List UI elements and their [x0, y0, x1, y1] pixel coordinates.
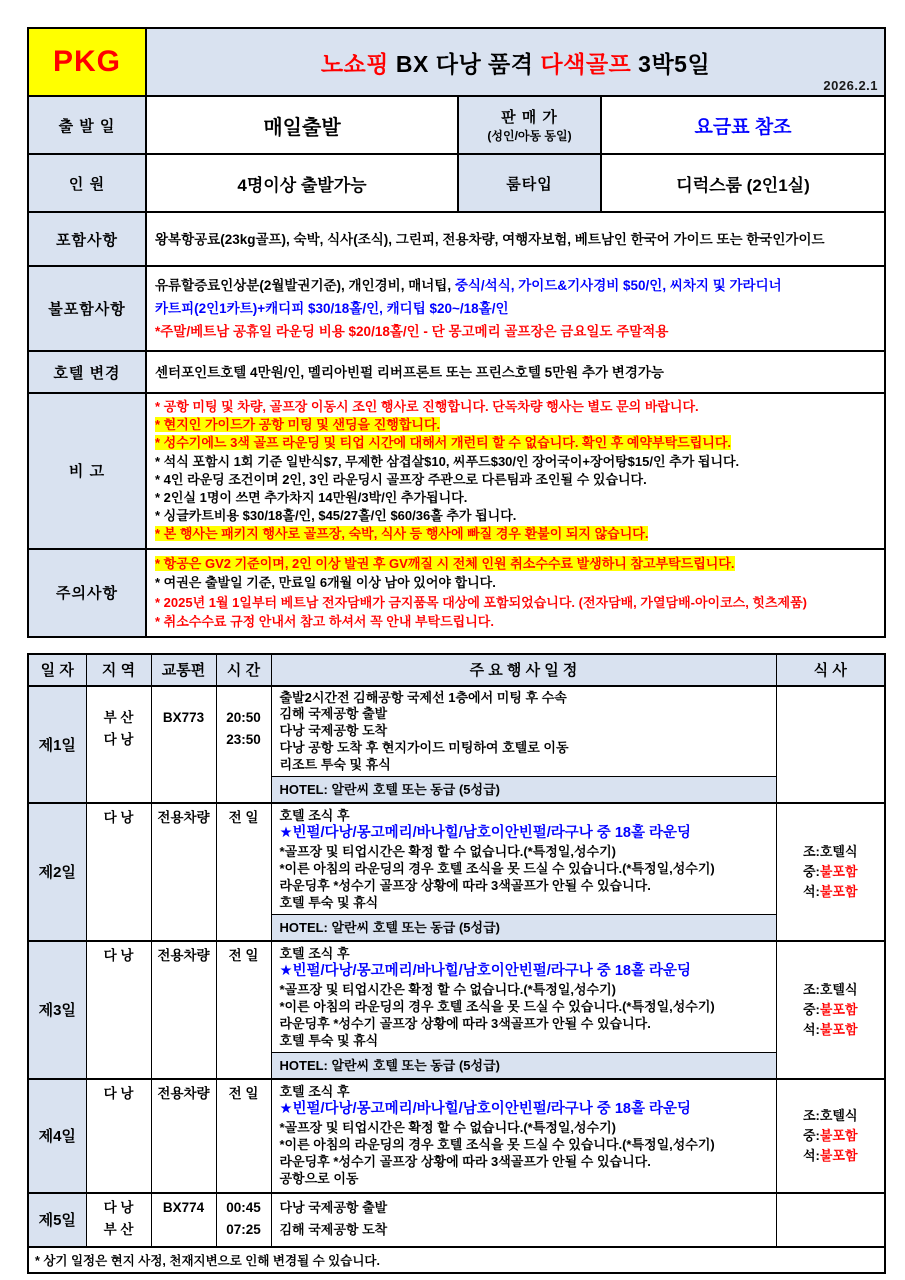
note-line: * 석식 포함시 1회 기준 일반식$7, 무제한 삼겹살$10, 씨푸드$30/인 장어국이+장어탕$15/인 추가 됩니다. [155, 453, 740, 469]
schedule-line: 다낭 공항 도착 후 현지가이드 미팅하여 호텔로 이동 [279, 740, 569, 756]
schedule-cell [271, 1079, 776, 1193]
region-cell [86, 1193, 151, 1247]
meal-cell [776, 1193, 885, 1247]
schedule-line: 호텔 조식 후 [279, 1083, 350, 1099]
meal-dinner-value: 불포함 [819, 1147, 858, 1163]
time-line: 00:45 [226, 1199, 261, 1215]
pax-row [28, 154, 885, 212]
day-label: 제2일 [28, 803, 86, 941]
caution-row [28, 549, 885, 637]
pkg-badge: PKG [28, 28, 146, 96]
transport-cell: 전용차량 [151, 803, 216, 941]
meal-breakfast: 조:호텔식 [802, 843, 858, 859]
departure-label: 출 발 일 [28, 96, 146, 154]
schedule-cell [271, 1193, 776, 1247]
exclude-row [28, 266, 885, 351]
title-row [28, 28, 885, 96]
meal-lunch [803, 862, 858, 882]
schedule-line: 호텔 조식 후 [279, 945, 350, 961]
hotel-band: HOTEL: 알란씨 호텔 또는 동급 (5성급) [272, 914, 776, 940]
day-label: 제3일 [28, 941, 86, 1079]
col-header-meal: 식 사 [776, 654, 885, 686]
exclude-line [155, 274, 876, 297]
golf-course-line: ★빈펄/다낭/몽고메리/바나힐/남호이안빈펄/라구나 중 18홀 라운딩 [279, 824, 692, 841]
itinerary-row-day4 [28, 1079, 885, 1193]
transport-cell: BX773 [151, 686, 216, 803]
col-header-time: 시 간 [216, 654, 271, 686]
exclude-label: 불포함사항 [28, 266, 146, 351]
meal-lunch [803, 1000, 858, 1020]
caution-line [155, 554, 876, 574]
meal-list [803, 842, 858, 902]
schedule-line: 공항으로 이동 [279, 1171, 359, 1187]
meal-dinner-label: 석: [802, 1147, 820, 1163]
schedule-main [272, 1194, 776, 1243]
notes-label: 비 고 [28, 393, 146, 549]
meal-list [803, 980, 858, 1040]
document-date: 2026.2.1 [823, 78, 879, 93]
meal-dinner-value: 불포함 [819, 1021, 858, 1037]
meal-lunch-value: 불포함 [819, 1127, 858, 1143]
pax-label: 인 원 [28, 154, 146, 212]
col-header-day: 일 자 [28, 654, 86, 686]
itinerary-header-row [28, 654, 885, 686]
meal-list [803, 1106, 858, 1166]
schedule-line: 라운딩후 *성수기 골프장 상황에 따라 3색골프가 안될 수 있습니다. [279, 1016, 651, 1032]
meal-cell [776, 941, 885, 1079]
meal-dinner-label: 석: [802, 1021, 820, 1037]
meal-breakfast: 조:호텔식 [802, 1107, 858, 1123]
itinerary-row-day3 [28, 941, 885, 1079]
notes-row [28, 393, 885, 549]
note-line: * 싱글카트비용 $30/18홀/인, $45/27홀/인 $60/36홀 추가 됩니다. [155, 508, 517, 524]
note-highlight: * 현지인 가이드가 공항 미팅 및 샌딩을 진행합니다. [155, 417, 441, 433]
meal-cell [776, 1079, 885, 1193]
itinerary-row-day5 [28, 1193, 885, 1247]
hotel-change-label: 호텔 변경 [28, 351, 146, 393]
caution-label: 주의사항 [28, 549, 146, 637]
table-gap [27, 638, 884, 653]
note-line [155, 416, 876, 434]
include-row [28, 212, 885, 266]
exclude-seg-black: 유류할증료인상분(2월발권기준), 개인경비, 매너팁, [155, 278, 455, 293]
schedule-line: 출발2시간전 김해공항 국제선 1층에서 미팅 후 수속 [279, 689, 567, 705]
meal-breakfast: 조:호텔식 [802, 981, 858, 997]
transport-cell: 전용차량 [151, 1079, 216, 1193]
meal-dinner-value: 불포함 [819, 883, 858, 899]
region-cell: 다 낭 [86, 941, 151, 1079]
exclude-value [146, 266, 885, 351]
time-line: 07:25 [226, 1221, 261, 1237]
title-seg: 다색골프 [540, 50, 639, 77]
schedule-cell [271, 941, 776, 1079]
schedule-main [272, 804, 776, 914]
schedule-cell [271, 803, 776, 941]
meal-lunch-label: 중: [802, 1001, 820, 1017]
meal-dinner [803, 1020, 858, 1040]
meal-lunch-value: 불포함 [819, 1001, 858, 1017]
schedule-main [272, 687, 776, 776]
time-line: 23:50 [226, 731, 261, 747]
departure-row [28, 96, 885, 154]
schedule-line: 리조트 투숙 및 휴식 [279, 756, 391, 772]
meal-lunch-value: 불포함 [819, 863, 858, 879]
meal-lunch [803, 1126, 858, 1146]
region-cell: 다 낭 [86, 1079, 151, 1193]
hotel-change-value: 센터포인트호텔 4만원/인, 멜리아빈펄 리버프론트 또는 프린스호텔 5만원 추가 변경가능 [146, 351, 885, 393]
caution-line: * 2025년 1월 1일부터 베트남 전자담배가 금지품목 대상에 포함되었습니다. (전자담배, 가열담배-아이코스, 힛츠제품) [155, 594, 807, 610]
meal-cell [776, 803, 885, 941]
note-line [155, 434, 876, 452]
meal-dinner [803, 882, 858, 902]
itinerary-row-day2 [28, 803, 885, 941]
departure-value: 매일출발 [146, 96, 458, 154]
itinerary-table [27, 653, 886, 1274]
caution-value [146, 549, 885, 637]
schedule-line: 김해 국제공항 출발 [279, 706, 388, 722]
document-sheet [27, 27, 884, 1274]
hotel-band: HOTEL: 알란씨 호텔 또는 동급 (5성급) [272, 776, 776, 802]
meal-lunch-label: 중: [802, 863, 820, 879]
schedule-line: *이른 아침의 라운딩의 경우 호텔 조식을 못 드실 수 있습니다.(*특정일,성수기) [279, 999, 715, 1015]
caution-line: * 취소수수료 규정 안내서 참고 하셔서 꼭 안내 부탁드립니다. [155, 614, 494, 630]
transport-cell: BX774 [151, 1193, 216, 1247]
time-cell: 전 일 [216, 941, 271, 1079]
exclude-seg-blue: 중식/석식, 가이드&기사경비 $50/인, 씨차지 및 가라디너 [454, 278, 782, 293]
price-label-main: 판 매 가 [501, 109, 558, 126]
meal-dinner [803, 1146, 858, 1166]
meal-lunch-label: 중: [802, 1127, 820, 1143]
schedule-line: 호텔 투숙 및 휴식 [279, 895, 379, 911]
schedule-line: *골프장 및 티업시간은 확정 할 수 없습니다.(*특정일,성수기) [279, 1119, 617, 1135]
exclude-line: *주말/베트남 공휴일 라운딩 비용 $20/18홀/인 - 단 몽고메리 골프장은 금요일도 주말적용 [155, 324, 669, 339]
golf-course-line: ★빈펄/다낭/몽고메리/바나힐/남호이안빈펄/라구나 중 18홀 라운딩 [279, 1100, 692, 1117]
title-seg: BX 다낭 품격 [395, 50, 541, 77]
region-cell: 다 낭 [86, 803, 151, 941]
col-header-schedule: 주 요 행 사 일 정 [271, 654, 776, 686]
schedule-line: *골프장 및 티업시간은 확정 할 수 없습니다.(*특정일,성수기) [279, 843, 617, 859]
price-value: 요금표 참조 [601, 96, 885, 154]
include-label: 포함사항 [28, 212, 146, 266]
include-value: 왕복항공료(23kg골프), 숙박, 식사(조식), 그린피, 전용차량, 여행자보험, 베트남인 한국어 가이드 또는 한국인가이드 [146, 212, 885, 266]
time-cell [216, 1193, 271, 1247]
price-label-sub: (성인/아동 동일) [487, 129, 572, 143]
price-label [458, 96, 601, 154]
golf-course-line: ★빈펄/다낭/몽고메리/바나힐/남호이안빈펄/라구나 중 18홀 라운딩 [279, 962, 692, 979]
hotel-band: HOTEL: 알란씨 호텔 또는 동급 (5성급) [272, 1052, 776, 1078]
schedule-line: 호텔 투숙 및 휴식 [279, 1033, 379, 1049]
exclude-line: 카트피(2인1카트)+캐디피 $30/18홀/인, 캐디팁 $20~/18홀/인 [155, 301, 509, 316]
schedule-line: 김해 국제공항 도착 [279, 1221, 388, 1237]
note-line [155, 525, 876, 543]
day-label: 제1일 [28, 686, 86, 803]
schedule-line: 라운딩후 *성수기 골프장 상황에 따라 3색골프가 안될 수 있습니다. [279, 1154, 651, 1170]
package-info-table [27, 27, 886, 638]
caution-line: * 여권은 출발일 기준, 만료일 6개월 이상 남아 있어야 합니다. [155, 575, 496, 591]
schedule-cell [271, 686, 776, 803]
col-header-region: 지 역 [86, 654, 151, 686]
note-highlight: * 본 행사는 패키지 행사로 골프장, 숙박, 식사 등 행사에 빠질 경우 환불이 되지 않습니다. [155, 526, 649, 542]
time-cell [216, 686, 271, 803]
time-cell: 전 일 [216, 803, 271, 941]
schedule-line: 호텔 조식 후 [279, 807, 350, 823]
note-line: * 2인실 1명이 쓰면 추가차지 14만원/3박/인 추가됩니다. [155, 490, 468, 506]
schedule-line: 다낭 국제공항 도착 [279, 723, 388, 739]
region-cell [86, 686, 151, 803]
note-line: * 4인 라운딩 조건이며 2인, 3인 라운딩시 골프장 주관으로 다른팀과 조인될 수 있습니다. [155, 471, 647, 487]
title-seg: 노쇼핑 [320, 50, 396, 77]
itinerary-footnote: * 상기 일정은 현지 사정, 천재지변으로 인해 변경될 수 있습니다. [28, 1247, 885, 1273]
time-cell: 전 일 [216, 1079, 271, 1193]
itinerary-footnote-row [28, 1247, 885, 1273]
region-line: 다 낭 [103, 731, 134, 747]
room-type-label: 룸타입 [458, 154, 601, 212]
note-line: * 공항 미팅 및 차량, 골프장 이동시 조인 행사로 진행합니다. 단독차량 행사는 별도 문의 바랍니다. [155, 399, 699, 414]
region-line: 부 산 [103, 709, 134, 725]
day-label: 제5일 [28, 1193, 86, 1247]
notes-value [146, 393, 885, 549]
schedule-main [272, 942, 776, 1052]
page-title [147, 46, 884, 79]
schedule-main [272, 1080, 776, 1190]
transport-cell: 전용차량 [151, 941, 216, 1079]
time-line: 20:50 [226, 709, 261, 725]
schedule-line: *이른 아침의 라운딩의 경우 호텔 조식을 못 드실 수 있습니다.(*특정일,성수기) [279, 861, 715, 877]
package-title-cell [146, 28, 885, 96]
meal-dinner-label: 석: [802, 883, 820, 899]
hotel-change-row [28, 351, 885, 393]
col-header-transport: 교통편 [151, 654, 216, 686]
room-type-value: 디럭스룸 (2인1실) [601, 154, 885, 212]
region-line: 부 산 [103, 1221, 134, 1237]
caution-highlight: * 항공은 GV2 기준이며, 2인 이상 발권 후 GV깨질 시 전체 인원 취소수수료 발생하니 참고부탁드립니다. [155, 555, 735, 571]
day-label: 제4일 [28, 1079, 86, 1193]
title-seg: 3박5일 [638, 50, 711, 77]
meal-cell [776, 686, 885, 803]
note-highlight: * 성수기에느 3색 골프 라운딩 및 티업 시간에 대해서 개런티 할 수 없습니다. 확인 후 예약부탁드립니다. [155, 435, 732, 451]
schedule-line: *이른 아침의 라운딩의 경우 호텔 조식을 못 드실 수 있습니다.(*특정일,성수기) [279, 1137, 715, 1153]
schedule-line: 라운딩후 *성수기 골프장 상황에 따라 3색골프가 안될 수 있습니다. [279, 878, 651, 894]
pax-value: 4명이상 출발가능 [146, 154, 458, 212]
schedule-line: *골프장 및 티업시간은 확정 할 수 없습니다.(*특정일,성수기) [279, 981, 617, 997]
region-line: 다 낭 [103, 1199, 134, 1215]
schedule-line: 다낭 국제공항 출발 [279, 1199, 388, 1215]
itinerary-row-day1 [28, 686, 885, 803]
